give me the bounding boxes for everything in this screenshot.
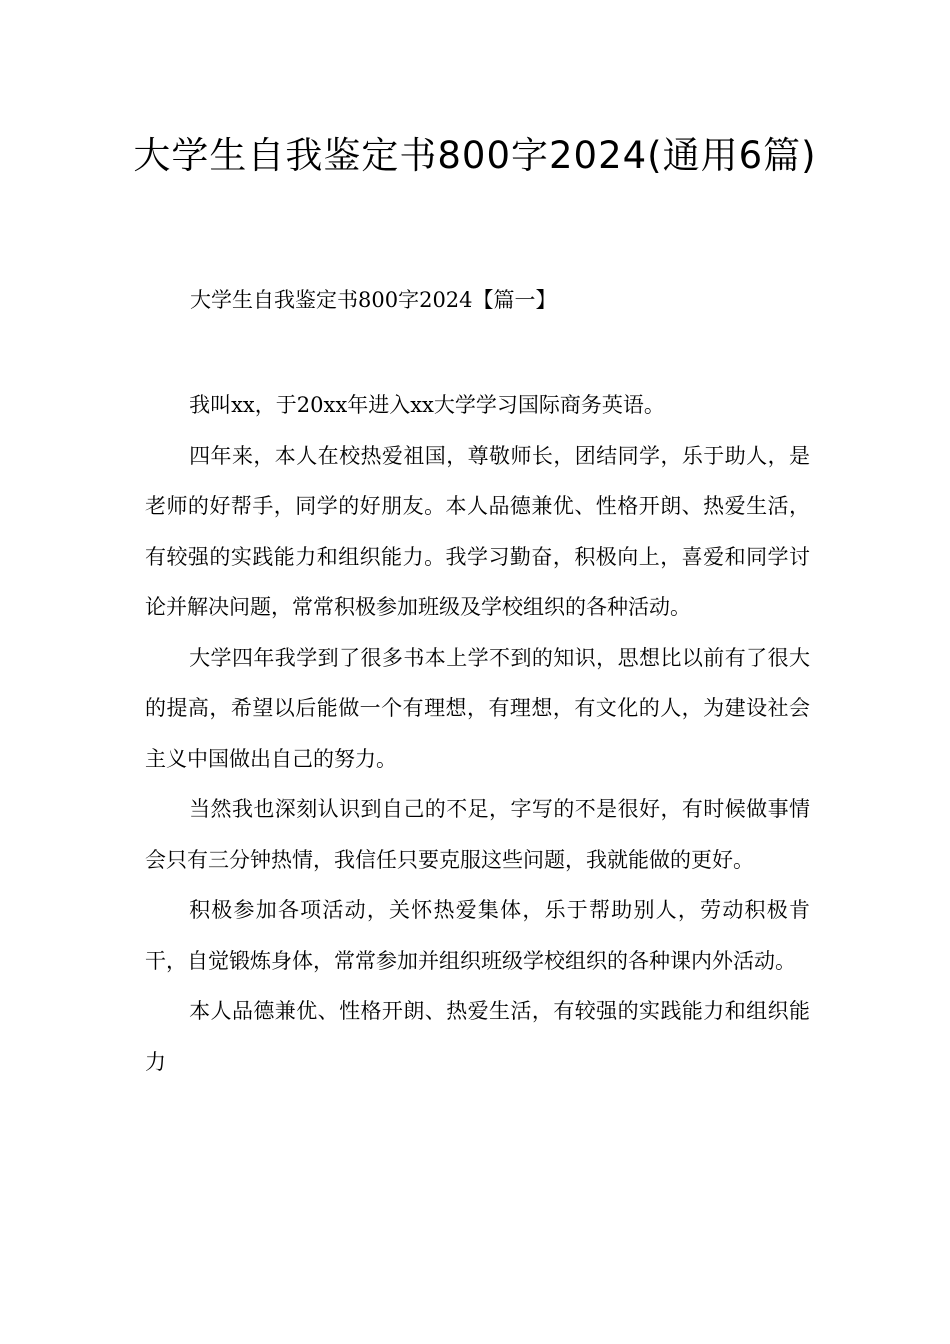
paragraph: 四年来，本人在校热爱祖国，尊敬师长，团结同学，乐于助人，是老师的好帮手，同学的好朋友。本人品德兼优、性格开朗、热爱生活，有较强的实践能力和组织能力。我学习勤奋，积极向上，喜爱和同学讨论并解决问题，常常积极参加班级及学校组织的各种活动。 [145, 443, 810, 619]
document-title: 大学生自我鉴定书800字2024(通用6篇) [133, 134, 817, 177]
paragraph: 我叫xx，于20xx年进入xx大学学习国际商务英语。 [189, 393, 665, 417]
paragraph: 当然我也深刻认识到自己的不足，字写的不是很好，有时候做事情会只有三分钟热情，我信任只要克服这些问题，我就能做的更好。 [145, 797, 810, 872]
section-heading: 大学生自我鉴定书800字2024【篇一】 [190, 288, 557, 312]
paragraph: 本人品德兼优、性格开朗、热爱生活，有较强的实践能力和组织能力 [145, 999, 810, 1074]
paragraph: 大学四年我学到了很多书本上学不到的知识，思想比以前有了很大的提高，希望以后能做一个有理想，有理想，有文化的人，为建设社会主义中国做出自己的努力。 [145, 645, 810, 771]
paragraph: 积极参加各项活动，关怀热爱集体，乐于帮助别人，劳动积极肯干，自觉锻炼身体，常常参加并组织班级学校组织的各种课内外活动。 [145, 898, 810, 973]
document-body [145, 380, 810, 1087]
